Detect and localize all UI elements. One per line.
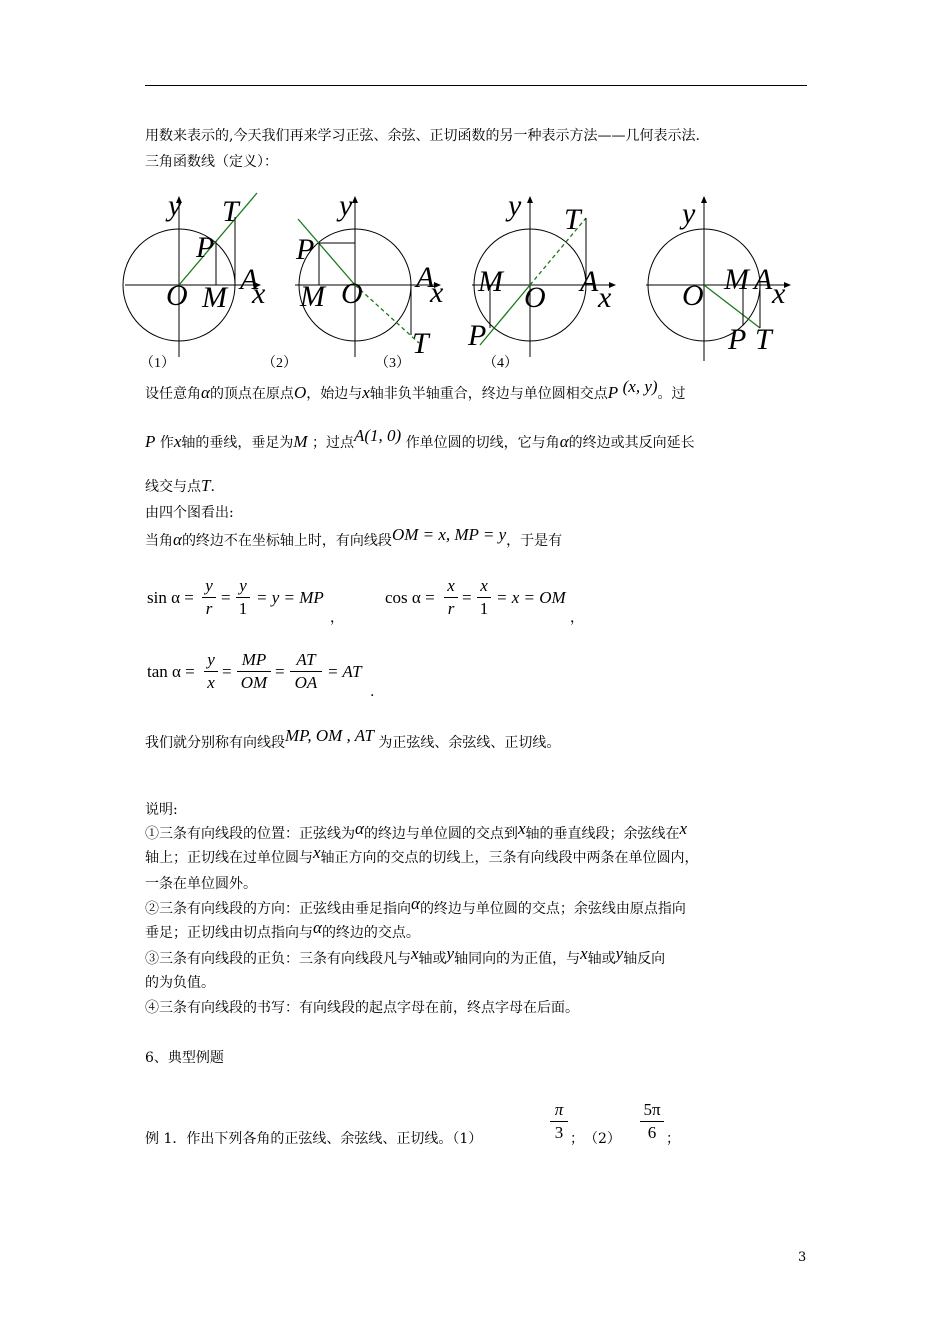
page-number: 3	[798, 1250, 807, 1265]
example-1-frac-2: 5π 6	[640, 1100, 664, 1143]
fig3-caption: （3）	[375, 356, 410, 371]
trig-line-figures	[110, 185, 820, 375]
fig3-y-label: y	[508, 189, 522, 222]
example-1-separator: ； （2）	[570, 1131, 621, 1147]
figure-4	[646, 197, 790, 361]
fig2-A-label: A	[416, 261, 435, 294]
setup-line-1: 设任意角α的顶点在原点O，始边与x轴非负半轴重合，终边与单位圆相交点P (x, y)。过	[145, 377, 686, 402]
fig4-caption: （4）	[483, 356, 518, 371]
note-3-line-2: 的为负值。	[145, 975, 215, 991]
fig1-P-label: P	[196, 231, 215, 264]
note-1-line-1: ①三条有向线段的位置：正弦线为α的终边与单位圆的交点到x轴的垂直线段；余弦线在x	[145, 819, 688, 842]
fig3-M-label: M	[478, 265, 503, 298]
fig4-x-label: x	[772, 277, 786, 310]
fig1-x-label: x	[252, 277, 266, 310]
fig2-caption: （2）	[262, 356, 297, 371]
sin-frac-2: y 1	[236, 576, 250, 619]
fig3-O-label: O	[524, 281, 546, 314]
fig4-P-label: P	[728, 323, 747, 356]
fig2-x-label: x	[430, 276, 444, 309]
fig1-caption: （1）	[140, 356, 175, 371]
tan-frac-3: AT OA	[290, 650, 322, 693]
fig2-T-label: T	[412, 327, 429, 360]
section-heading: 6、典型例题	[145, 1050, 224, 1066]
fig4-T-label: T	[755, 323, 772, 356]
intro-line-2: 三角函数线（定义）：	[145, 154, 278, 170]
when-line: 当角α的终边不在坐标轴上时，有向线段OM = x, MP = y，于是有	[145, 525, 563, 549]
intro-line-1: 用数来表示的,今天我们再来学习正弦、余弦、正切函数的另一种表示方法——几何表示法.	[145, 128, 700, 144]
naming-line: 我们就分别称有向线段MP, OM , AT 为正弦线、余弦线、正切线。	[145, 726, 561, 751]
note-4-line: ④三条有向线段的书写：有向线段的起点字母在前，终点字母在后面。	[145, 1000, 579, 1016]
note-1-line-2: 轴上；正切线在过单位圆与x轴正方向的交点的切线上，三条有向线段中两条在单位圆内，	[145, 843, 699, 866]
note-3-line-1: ③三条有向线段的正负：三条有向线段凡与x轴或y轴同向的为正值，与x轴或y轴反向	[145, 944, 666, 967]
fig2-y-label: y	[339, 189, 353, 222]
fig1-M-label: M	[202, 281, 227, 314]
fig2-P-label: P	[296, 233, 315, 266]
sin-lhs: sin α =	[147, 588, 194, 607]
tan-frac-2: MP OM	[237, 650, 271, 693]
notes-title: 说明:	[145, 802, 178, 818]
note-2-line-1: ②三条有向线段的方向：正弦线由垂足指向α的终边与单位圆的交点；余弦线由原点指向	[145, 894, 686, 917]
fig1-O-label: O	[166, 279, 188, 312]
note-2-line-2: 垂足；正切线由切点指向与α的终边的交点。	[145, 918, 420, 941]
figure-1	[123, 189, 266, 371]
sin-frac-1: y r	[202, 576, 216, 619]
cos-frac-1: x r	[444, 576, 458, 619]
fig4-O-label: O	[682, 279, 704, 312]
cos-frac-2: x 1	[477, 576, 491, 619]
example-1-text: 例 1．作出下列各角的正弦线、余弦线、正切线。（1）	[145, 1131, 483, 1147]
fig3-A-label: A	[580, 265, 599, 298]
fig1-y-label: y	[168, 189, 182, 222]
fig2-O-label: O	[341, 277, 363, 310]
tan-lhs: tan α =	[147, 662, 195, 681]
fig3-P-label: P	[468, 319, 487, 352]
sin-rhs: = y = MP	[256, 588, 324, 607]
tan-rhs: = AT	[327, 662, 362, 681]
cos-rhs: = x = OM	[496, 588, 566, 607]
example-1-frac-1: π 3	[550, 1100, 568, 1143]
fig2-M-label: M	[300, 280, 325, 313]
fig3-x-label: x	[598, 281, 612, 314]
fig1-T-label: T	[222, 195, 239, 228]
figure-2	[262, 189, 444, 371]
fig4-M-label: M	[724, 263, 749, 296]
note-1-line-3: 一条在单位圆外。	[145, 876, 257, 892]
fig4-y-label: y	[682, 197, 696, 230]
header-rule	[145, 85, 807, 86]
cos-lhs: cos α =	[385, 588, 435, 607]
setup-line-2: P 作x轴的垂线，垂足为M ；过点A(1, 0) 作单位圆的切线，它与角α的终边或其反向延长	[145, 426, 695, 451]
tan-frac-1: y x	[204, 650, 218, 693]
fig3-T-label: T	[564, 203, 581, 236]
fig1-A-label: A	[240, 263, 259, 296]
fig4-A-label: A	[754, 263, 773, 296]
observe-line: 由四个图看出:	[145, 505, 234, 521]
setup-line-3: 线交与点T.	[145, 476, 215, 495]
